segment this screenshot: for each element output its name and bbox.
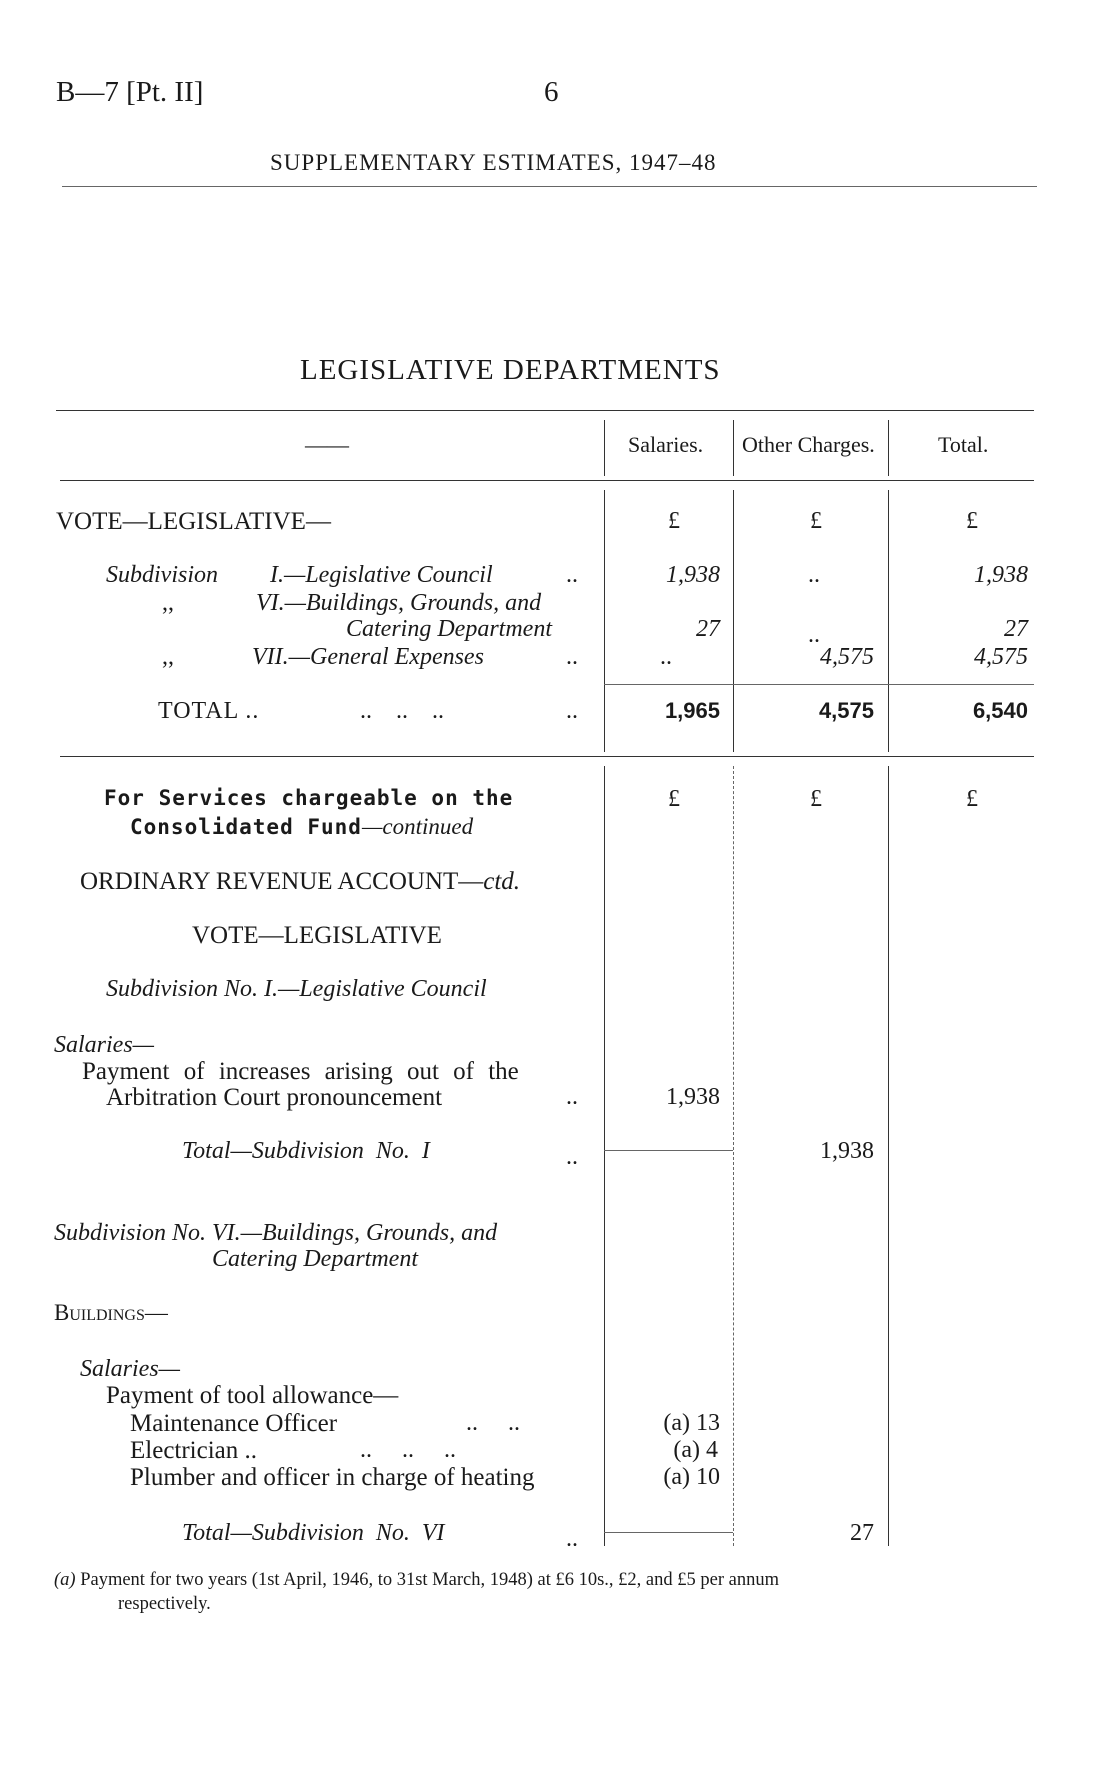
sub6-total-rule [604,1532,733,1533]
summary-row-3-dots: .. [566,644,578,670]
sub1-title: Subdivision No. I.—Legislative Council [106,976,487,1002]
head-bottom-rule [60,480,1034,481]
sub1-total-dots: .. [566,1144,578,1170]
summary-row-1-dots: .. [566,562,578,588]
sub6-total-dots: .. [566,1526,578,1552]
summary-row-3-total: 4,575 [974,644,1028,670]
summary-row-2-label: VI.—Buildings, Grounds, and [256,590,542,616]
column-head-total: Total. [938,432,989,457]
detail-account-heading [80,868,520,896]
summary-row-3-salaries: .. [660,644,672,670]
detail-heading-fund: Consolidated Fund [130,815,362,839]
item-plumber: Plumber and officer in charge of heating [130,1464,535,1491]
summary-row-2-total: 27 [1004,616,1028,642]
page-number: 6 [544,76,559,108]
summary-currency-salaries: £ [668,508,680,534]
column-head-other-charges: Other Charges. [742,432,875,457]
header-rule [62,186,1037,187]
summary-row-1-salaries: 1,938 [666,562,720,588]
footnote-line1 [54,1570,779,1591]
item-electrician: Electrician .. [130,1437,258,1464]
summary-row-1-prefix: Subdivision [106,562,218,588]
summary-total-total: 6,540 [972,698,1028,723]
page-reference: B—7 [Pt. II] [56,76,204,108]
summary-total-dots: .. .. .. [360,698,444,724]
item-plumber-value: (a) 10 [663,1464,720,1490]
sub6-total-label: Total—Subdivision No. VI [182,1520,445,1546]
tool-allowance-heading: Payment of tool allowance— [106,1382,399,1409]
head-divider-2 [733,420,734,476]
summary-row-3-other: 4,575 [820,644,874,670]
head-divider-1 [604,420,605,476]
section-title: LEGISLATIVE DEPARTMENTS [300,354,721,386]
item-electrician-value: (a) 4 [673,1437,718,1463]
detail-divider-2 [733,766,734,1546]
sub1-item-line2: Arbitration Court pronouncement [106,1084,443,1111]
summary-row-2-label-cont: Catering Department [346,616,552,642]
summary-currency-other: £ [810,508,822,534]
summary-row-3-prefix: ,, [162,644,174,670]
sub1-item-line1: Payment of increases arising out of the [82,1058,519,1085]
detail-heading-line2 [130,814,473,840]
footnote-mark: (a) [54,1570,76,1590]
summary-row-1-label: I.—Legislative Council [270,562,493,588]
detail-vote-heading: VOTE—LEGISLATIVE [192,922,442,949]
summary-total-top-rule [604,684,1034,685]
sub1-total-rule [604,1150,733,1151]
column-head-salaries: Salaries. [628,432,704,457]
summary-total-dots-end: .. [566,698,578,724]
detail-currency-salaries: £ [668,786,680,812]
summary-divider-1 [604,490,605,752]
sub1-salaries-heading: Salaries— [54,1032,155,1058]
detail-account-text: ORDINARY REVENUE ACCOUNT— [80,868,484,895]
running-title: SUPPLEMENTARY ESTIMATES, 1947–48 [270,150,717,175]
summary-row-3-label: VII.—General Expenses [252,644,484,670]
sub1-item-dots: .. [566,1084,578,1110]
summary-row-1-other: .. [808,562,820,588]
sub6-salaries-heading: Salaries— [80,1356,181,1382]
detail-heading-line1: For Services chargeable on the [104,786,514,810]
item-maintenance-officer: Maintenance Officer [130,1410,338,1437]
detail-divider-1 [604,766,605,1546]
head-divider-3 [888,420,889,476]
summary-total-salaries: 1,965 [664,698,720,723]
summary-divider-2 [733,490,734,752]
footnote-text: Payment for two years (1st April, 1946, to 31st March, 1948) at £6 10s., £2, and £5 per annum [80,1570,779,1590]
summary-bottom-rule [60,756,1034,757]
detail-currency-other: £ [810,786,822,812]
sub1-total-value: 1,938 [820,1138,874,1164]
sub1-total-label: Total—Subdivision No. I [182,1138,430,1164]
sub6-total-value: 27 [850,1520,874,1546]
sub6-title-line2: Catering Department [212,1246,418,1272]
summary-row-2-prefix: ,, [162,590,174,616]
summary-divider-3 [888,490,889,752]
detail-currency-total: £ [966,786,978,812]
buildings-heading: Buildings— [54,1300,168,1325]
item-maintenance-dots: .. .. [466,1410,520,1436]
sub1-item-value: 1,938 [666,1084,720,1110]
summary-row-2-other: .. [808,622,820,648]
footnote-line2: respectively. [118,1594,211,1614]
summary-row-1-total: 1,938 [974,562,1028,588]
summary-currency-total: £ [966,508,978,534]
item-maintenance-value: (a) 13 [663,1410,720,1436]
summary-row-2-salaries: 27 [696,616,720,642]
table-top-rule [56,410,1034,411]
item-electrician-dots: .. .. .. [360,1437,456,1463]
summary-total-other: 4,575 [818,698,874,723]
summary-total-label: TOTAL .. [158,698,260,724]
summary-vote-heading: VOTE—LEGISLATIVE— [56,508,331,535]
column-head-description: —— [305,432,349,457]
detail-heading-continued: —continued [361,814,474,839]
detail-divider-3 [888,766,889,1546]
sub6-title-line1: Subdivision No. VI.—Buildings, Grounds, and [54,1220,498,1246]
detail-account-ctd: ctd. [483,868,521,895]
